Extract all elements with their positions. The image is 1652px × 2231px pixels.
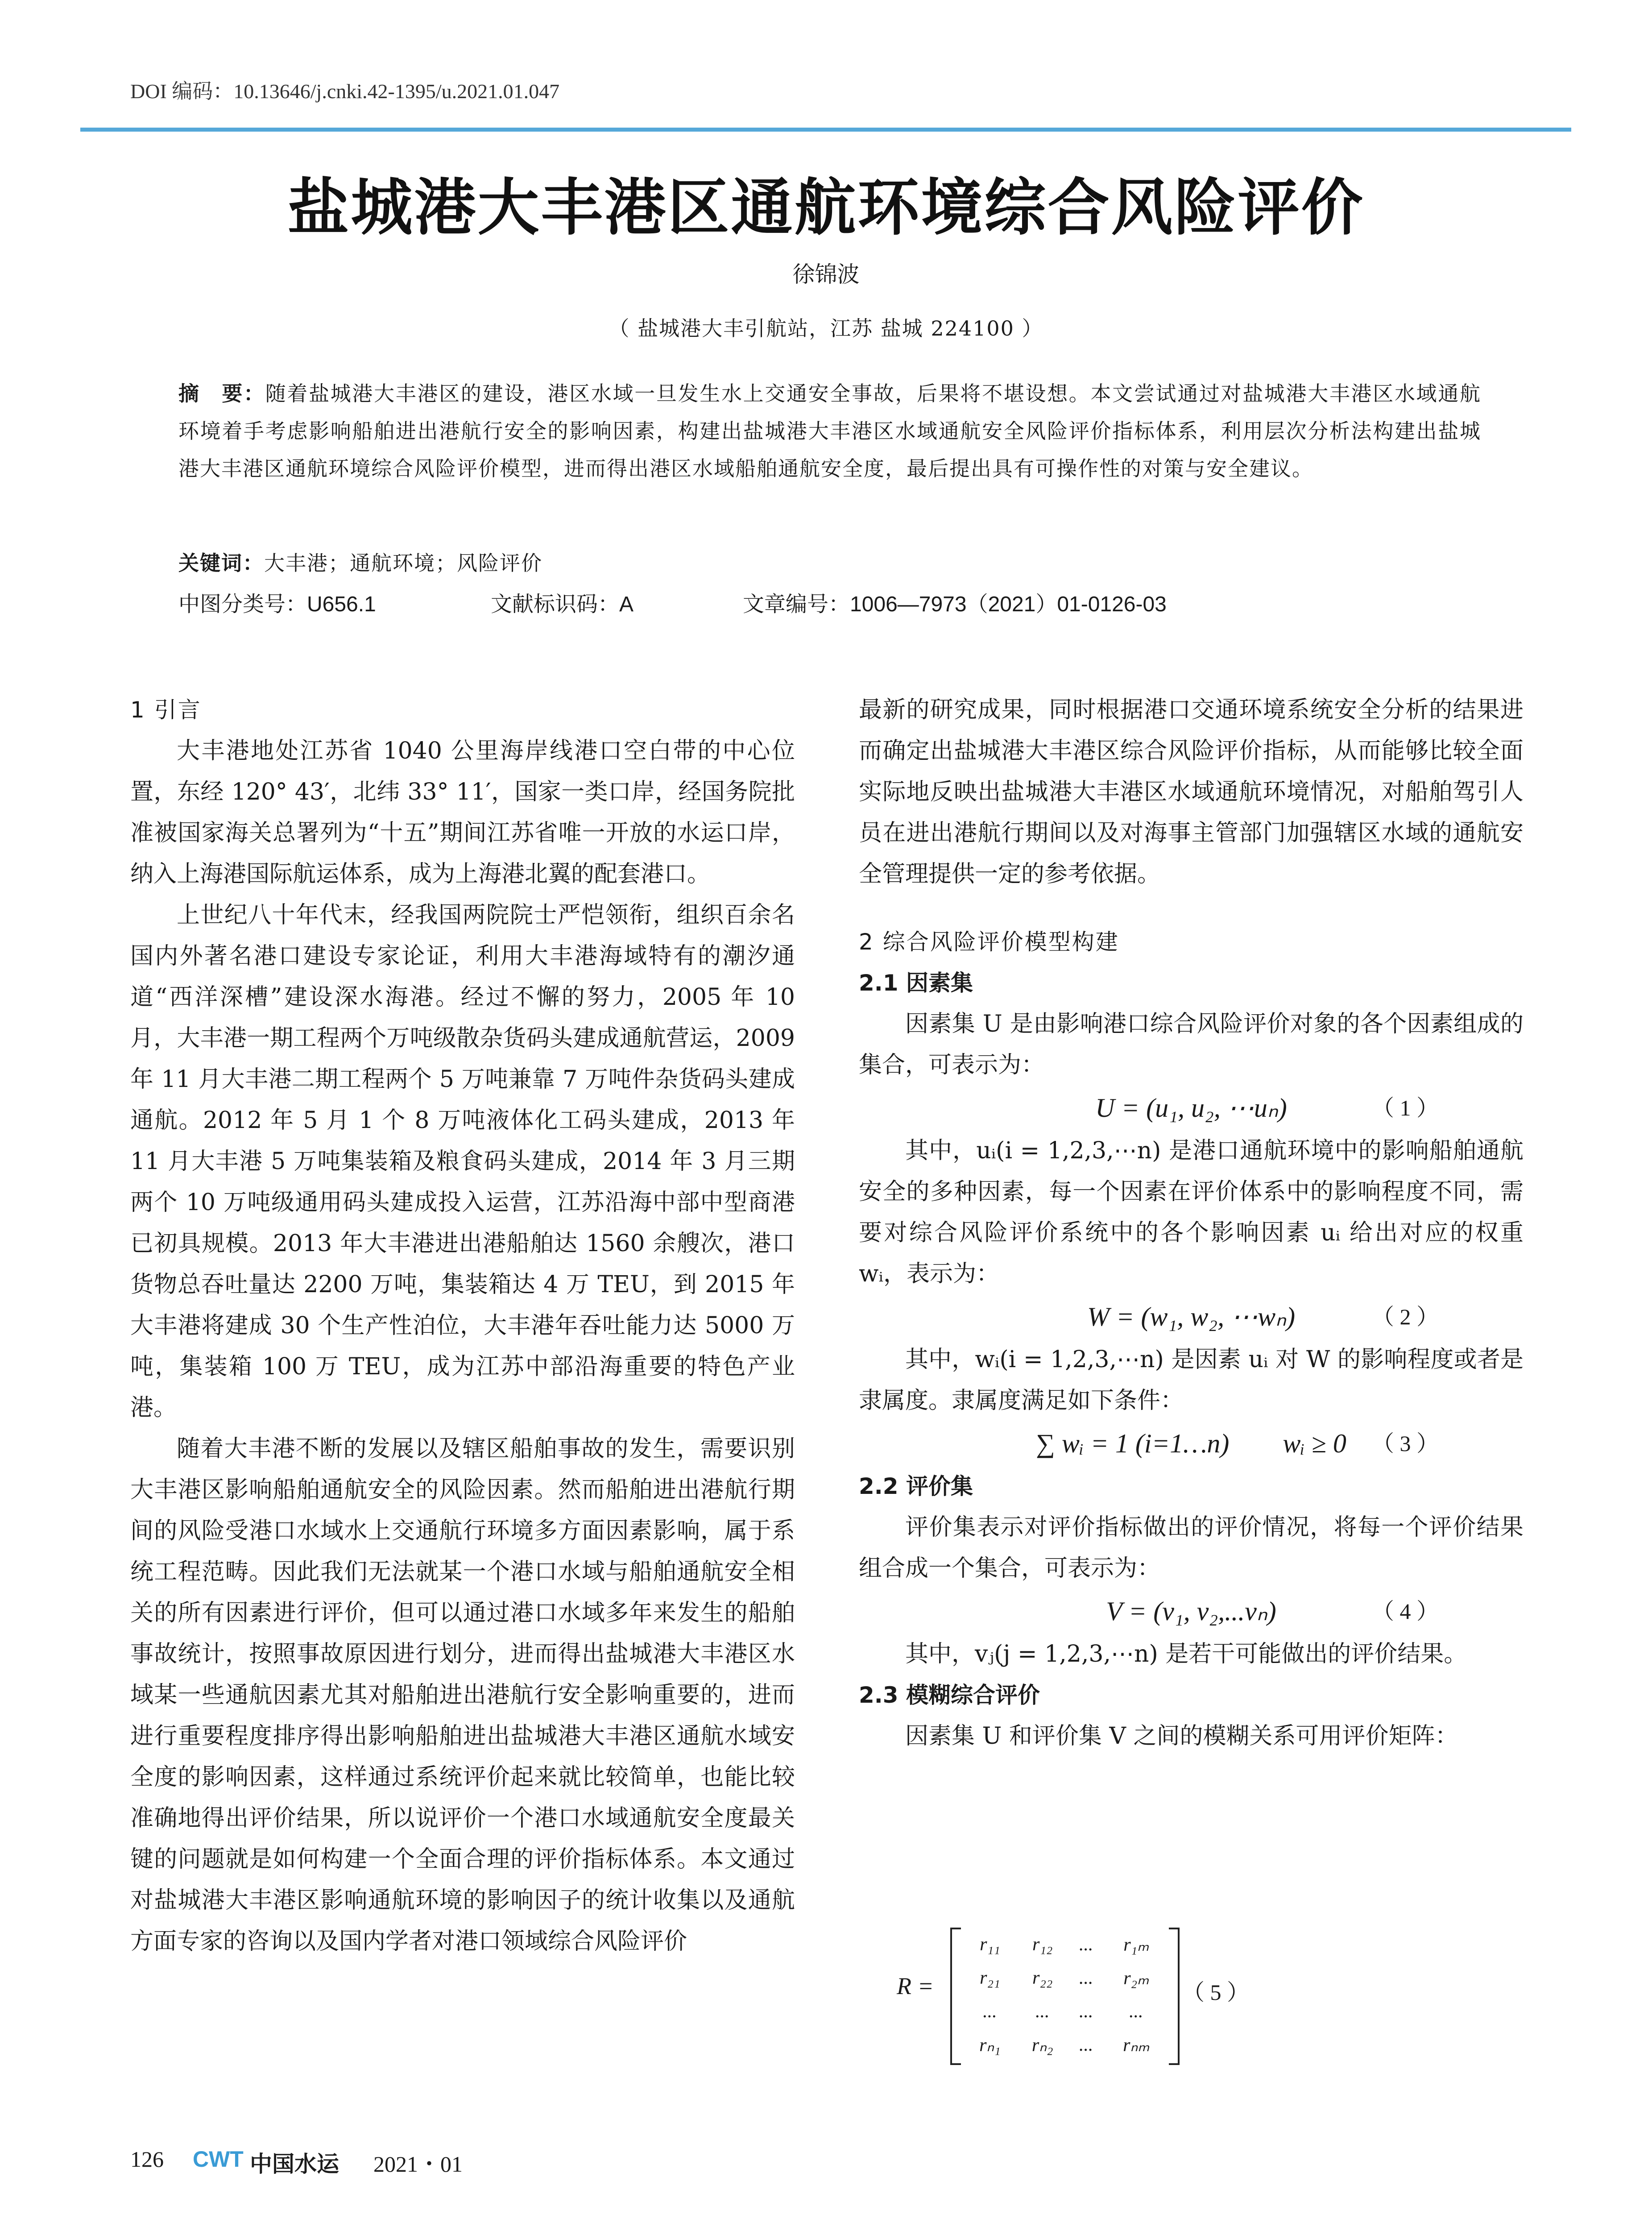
matrix-cell: ... [983, 2001, 997, 2022]
subsection-heading: 2.1 因素集 [859, 970, 973, 996]
paragraph: 其中，vⱼ(j = 1,2,3,⋯n) 是若干可能做出的评价结果。 [905, 1641, 1467, 1667]
equation-body: V = (v₁, v₂,...vₙ) [1106, 1597, 1276, 1626]
author: 徐锦波 [792, 262, 860, 287]
abstract [178, 375, 1481, 487]
paragraph: 因素集 U 和评价集 V 之间的模糊关系可用评价矩阵： [905, 1723, 1458, 1750]
left-column [130, 689, 795, 1962]
matrix-cell: rₙ₂ [1031, 2035, 1053, 2056]
subsection-heading: 2.2 评价集 [859, 1473, 973, 1499]
subsection-heading: 2.3 模糊综合评价 [859, 1682, 1040, 1708]
matrix-cell: ... [1129, 2001, 1143, 2022]
abstract-text: 随着盐城港大丰港区的建设，港区水域一旦发生水上交通安全事故，后果将不堪设想。本文尝试通过对盐城港大丰港区水域通航环境着手考虑影响船舶进出港航行安全的影响因素，构建出盐城港大丰港区水域通航安全风险评价指标体系，利用层次分析法构建出盐城港大丰港区通航环境综合风险评价模型，进而得出港区水域船舶通航安全度，最后提出具有可操作性的对策与安全建议。 [178, 382, 1482, 481]
matrix-cell: r₁₂ [1032, 1934, 1053, 1955]
matrix-cell: ... [1079, 1934, 1093, 1955]
paragraph: 因素集 U 是由影响港口综合风险评价对象的各个因素组成的集合，可表示为： [859, 1011, 1524, 1078]
matrix-row [964, 2028, 1169, 2061]
right-column [859, 689, 1524, 1757]
paragraph: 上世纪八十年代末，经我国两院院士严恺领衔，组织百余名国内外著名港口建设专家论证，利用大丰港海域特有的潮汐通道“西洋深槽”建设深水海港。经过不懈的努力，2005 年 10 月，大丰港一期工程两个万吨级散杂货码头建成通航营运，2009 年 11 月大丰港二期工程两个 5 万吨兼靠 7 万吨件杂货码头建成通航。2012 年 5 月 1 个 8 万吨液体化工码头建成，2013 年 11 月大丰港 5 万吨集装箱及粮食码头建成，2014 年 3 月三期两个 10 万吨级通用码头建成投入运营，江苏沿海中部中型商港已初具规模。2013 年大丰港进出港船舶达 1560 余艘次，港口货物总吞吐量达 2200 万吨，集装箱达 4 万 TEU，到 2015 年大丰港将建成 30 个生产性泊位，大丰港年吞吐能力达 5000 万吨，集装箱 100 万 TEU，成为江苏中部沿海重要的特色产业港。 [130, 902, 795, 1421]
equation-number: （ 1 ） [1372, 1095, 1439, 1120]
paragraph: 大丰港地处江苏省 1040 公里海岸线港口空白带的中心位置，东经 120° 43′，北纬 33° 11′，国家一类口岸，经国务院批准被国家海关总署列为“十五”期间江苏省唯一开放的水运口岸，纳入上海港国际航运体系，成为上海港北翼的配套港口。 [130, 738, 795, 887]
keywords-text: 大丰港；通航环境；风险评价 [264, 551, 542, 575]
article-number: 文章编号：1006—7973（2021）01-0126-03 [743, 593, 1167, 616]
matrix-cell: ... [1079, 2034, 1093, 2055]
clc-code: 中图分类号：U656.1 [178, 593, 376, 616]
classification-line [178, 587, 1481, 622]
equation-number: （ 3 ） [1372, 1431, 1439, 1456]
journal-name: 中国水运 [250, 2152, 339, 2177]
matrix-cell: rₙ₁ [979, 2035, 1001, 2056]
matrix-row [964, 1928, 1169, 1961]
section-heading: 2 综合风险评价模型构建 [859, 929, 1119, 955]
matrix-table [964, 1928, 1169, 2061]
paper-title: 盐城港大丰港区通航环境综合风险评价 [287, 171, 1365, 244]
matrix-cell: r₂₁ [980, 1967, 1000, 1988]
matrix-cell: r₂ₘ [1123, 1968, 1149, 1989]
equation-body: U = (u₁, u₂, ⋯uₙ) [1095, 1093, 1287, 1123]
equation-body: ∑ wᵢ = 1 (i=1…n) wᵢ ≥ 0 [1036, 1429, 1346, 1458]
matrix-cell: ... [1035, 2001, 1050, 2022]
header-rule [80, 128, 1571, 132]
matrix-left-bracket [950, 1928, 961, 2065]
equation-1 [859, 1086, 1524, 1130]
affiliation: （ 盐城港大丰引航站，江苏 盐城 224100 ） [609, 316, 1043, 340]
keywords [178, 544, 1481, 582]
equation-2 [859, 1294, 1524, 1339]
paragraph: 评价集表示对评价指标做出的评价情况，将每一个评价结果组合成一个集合，可表示为： [859, 1514, 1524, 1582]
page-footer [130, 2146, 799, 2177]
equation-number: （ 2 ） [1372, 1304, 1439, 1329]
paragraph: 最新的研究成果，同时根据港口交通环境系统安全分析的结果进而确定出盐城港大丰港区综合风险评价指标，从而能够比较全面实际地反映出盐城港大丰港区水域通航环境情况，对船舶驾引人员在进出港航行期间以及对海事主管部门加强辖区水域的通航安全管理提供一定的参考依据。 [859, 697, 1524, 887]
equation-number: （ 5 ） [1182, 1980, 1249, 2005]
equation-5-matrix [897, 1914, 1298, 2066]
matrix-cell: ... [1079, 2001, 1093, 2022]
equation-body: W = (w₁, w₂, ⋯wₙ) [1087, 1302, 1296, 1331]
paragraph: 其中，uᵢ(i = 1,2,3,⋯n) 是港口通航环境中的影响船舶通航安全的多种因素，每一个因素在评价体系中的影响程度不同，需要对综合风险评价系统中的各个影响因素 uᵢ 给出对应的权重 wᵢ，表示为： [859, 1137, 1524, 1287]
equation-3 [859, 1421, 1524, 1466]
matrix-row [964, 1961, 1169, 1995]
equation-number: （ 4 ） [1372, 1599, 1439, 1624]
paragraph: 随着大丰港不断的发展以及辖区船舶事故的发生，需要识别大丰港区影响船舶通航安全的风险因素。然而船舶进出港航行期间的风险受港口水域水上交通航行环境多方面因素影响，属于系统工程范畴。因此我们无法就某一个港口水域与船舶通航安全相关的所有因素进行评价，但可以通过港口水域多年来发生的船舶事故统计，按照事故原因进行划分，进而得出盐城港大丰港区水域某一些通航因素尤其对船舶进出港航行安全影响重要的，进而进行重要程度排序得出影响船舶进出盐城港大丰港区通航水域安全度的影响因素，这样通过系统评价起来就比较简单，也能比较准确地得出评价结果，所以说评价一个港口水域通航安全度最关键的问题就是如何构建一个全面合理的评价指标体系。本文通过对盐城港大丰港区影响通航环境的影响因子的统计收集以及通航方面专家的咨询以及国内学者对港口领域综合风险评价 [130, 1435, 795, 1955]
page-number: 126 [130, 2147, 164, 2172]
issue: 2021・01 [373, 2152, 463, 2177]
paragraph: 其中，wᵢ(i = 1,2,3,⋯n) 是因素 uᵢ 对 W 的影响程度或者是隶属度。隶属度满足如下条件： [859, 1346, 1524, 1414]
matrix-cell: ... [1079, 1967, 1093, 1988]
matrix-cell: rₙₘ [1123, 2035, 1150, 2056]
doi-line: DOI 编码：10.13646/j.cnki.42-1395/u.2021.01.047 [130, 80, 560, 103]
matrix-cell: r₁₁ [980, 1934, 1000, 1955]
matrix-label: R = [897, 1973, 934, 1999]
journal-logo: CWT [193, 2147, 244, 2172]
abstract-label: 摘 要： [178, 382, 265, 406]
keywords-label: 关键词： [178, 551, 264, 575]
equation-4 [859, 1589, 1524, 1634]
doc-code: 文献标识码：A [491, 593, 634, 616]
section-heading: 1 引言 [130, 697, 202, 723]
matrix-cell: r₂₂ [1032, 1967, 1053, 1988]
matrix-cell: r₁ₘ [1123, 1934, 1149, 1955]
matrix-right-bracket [1169, 1928, 1180, 2065]
matrix-row [964, 1995, 1169, 2028]
